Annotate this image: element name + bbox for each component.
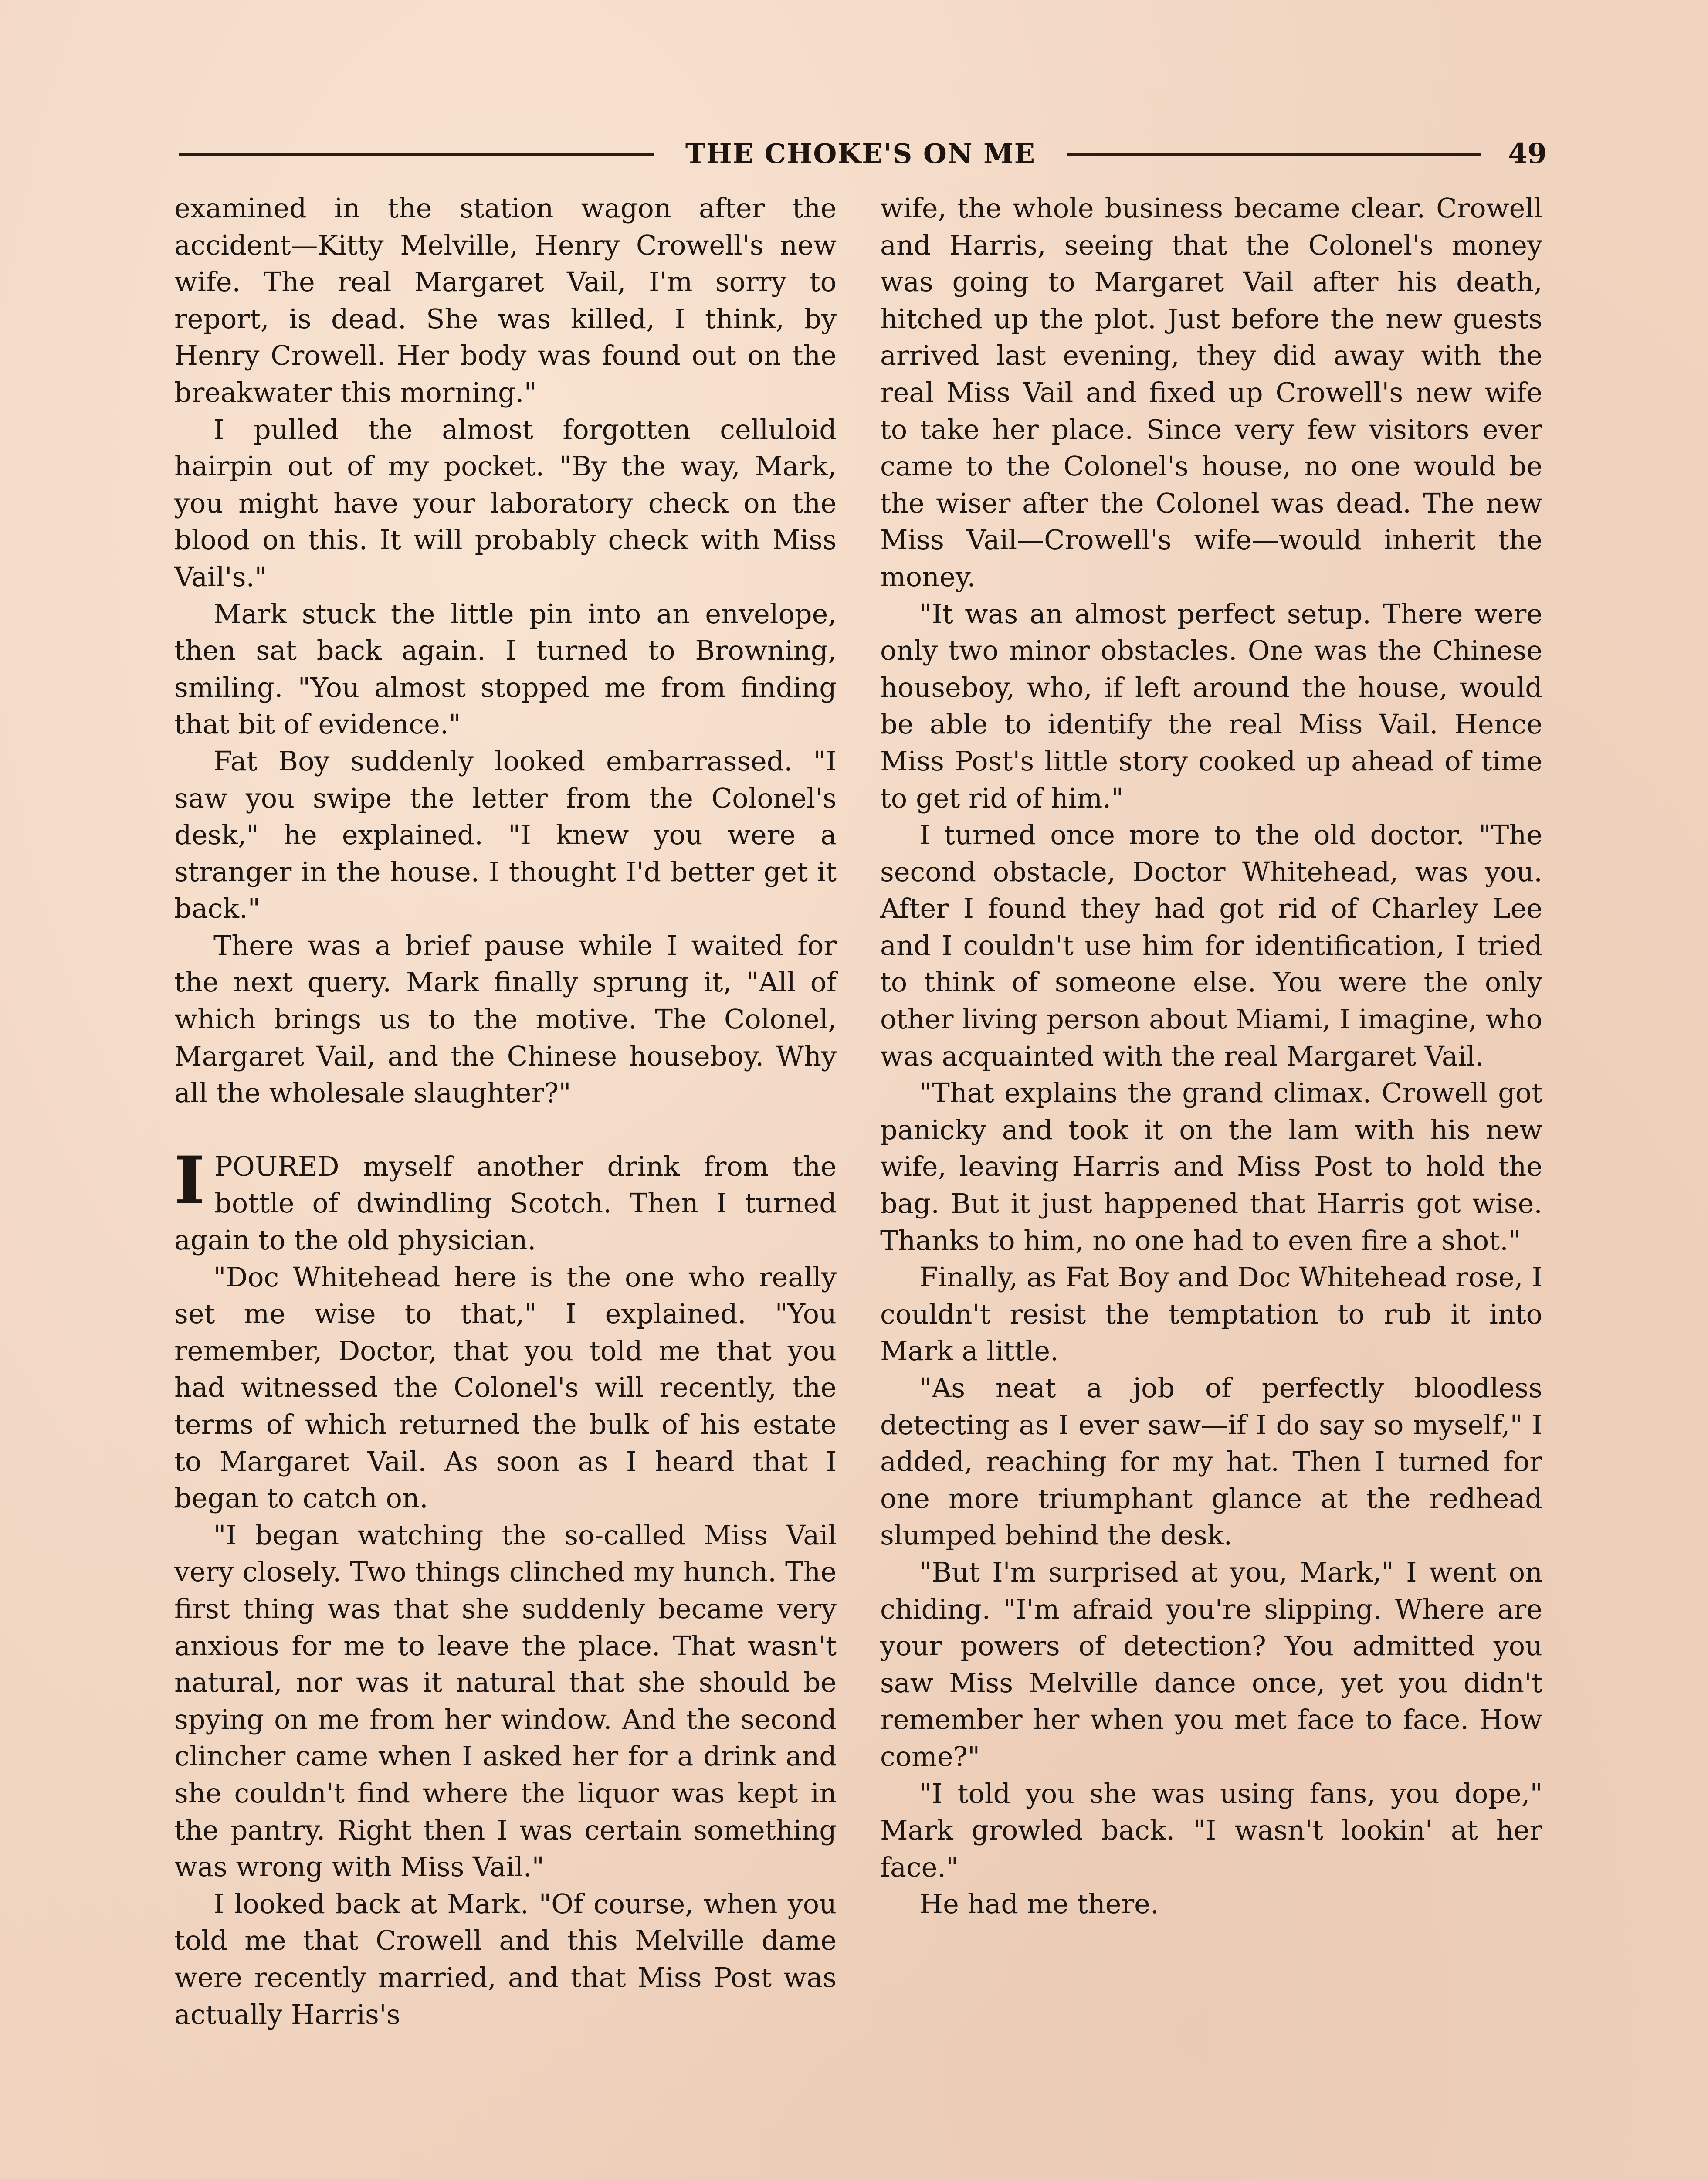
paragraph: wife, the whole business became clear. Crowell and Harris, seeing that the Colonel's money was going to Margaret Vail after his death, hitched up the plot. Just before the new guests arrived last evening, they did away with the real Miss Vail and fixed up Crowell's new wife to take her place. Since very few visitors ever came to the Colonel's house, no one would be the wiser after the Colonel was dead. The new Miss Vail—Crowell's wife—would inherit the money. [880, 192, 1542, 593]
paragraph: "Doc Whitehead here is the one who really set me wise to that," I explained. "You remember, Doctor, that you told me that you had witnessed the Colonel's will recently, the terms of which returned the bulk of his estate to Margaret Vail. As soon as I heard that I began to catch on. [174, 1261, 837, 1514]
running-title: THE CHOKE'S ON ME [685, 138, 1036, 170]
header-rule-left [179, 153, 654, 156]
paragraph: "That explains the grand climax. Crowell got panicky and took it on the lam with his new wife, leaving Harris and Miss Post to hold the bag. But it just happened that Harris got wise. Thanks to him, no one had to even fire a shot." [880, 1077, 1542, 1256]
paragraph: "As neat a job of perfectly bloodless detecting as I ever saw—if I do say so myself," I added, reaching for my hat. Then I turned for one more triumphant glance at the redhead slumped behind the desk. [880, 1372, 1542, 1551]
drop-cap-paragraph-text: POURED myself another drink from the bottle of dwindling Scotch. Then I turned again to the old physician. [174, 1150, 837, 1256]
paragraph: examined in the station wagon after the accident—Kitty Melville, Henry Crowell's new wife. The real Margaret Vail, I'm sorry to report, is dead. She was killed, I think, by Henry Crowell. Her body was found out on the breakwater this morning." [174, 192, 837, 408]
paragraph: I looked back at Mark. "Of course, when you told me that Crowell and this Melville dame were recently married, and that Miss Post was actually Harris's [174, 1887, 837, 2030]
paragraph: Mark stuck the little pin into an envelope, then sat back again. I turned to Browning, smiling. "You almost stopped me from finding that bit of evidence." [174, 597, 837, 740]
paragraph: "I began watching the so-called Miss Vail very closely. Two things clinched my hunch. The first thing was that she suddenly became very anxious for me to leave the place. That wasn't natural, nor was it natural that she should be spying on me from her window. And the second clincher came when I asked her for a drink and she couldn't find where the liquor was kept in the pantry. Right then I was certain something was wrong with Miss Vail." [174, 1519, 837, 1883]
paragraph: "I told you she was using fans, you dope," Mark growled back. "I wasn't lookin' at her face." [880, 1777, 1542, 1883]
paragraph: "But I'm surprised at you, Mark," I went on chiding. "I'm afraid you're slipping. Where are your powers of detection? You admitted you saw Miss Melville dance once, yet you didn't remember her when you met face to face. How come?" [880, 1556, 1542, 1772]
paragraph: "It was an almost perfect setup. There were only two minor obstacles. One was the Chinese houseboy, who, if left around the house, would be able to identify the real Miss Vail. Hence Miss Post's little story cooked up ahead of time to get rid of him." [880, 597, 1542, 814]
paragraph: Fat Boy suddenly looked embarrassed. "I saw you swipe the letter from the Colonel's desk," he explained. "I knew you were a stranger in the house. I thought I'd better get it back." [174, 745, 837, 925]
paragraph: I pulled the almost forgotten celluloid hairpin out of my pocket. "By the way, Mark, you might have your laboratory check on the blood on this. It will probably check with Miss Vail's." [174, 413, 837, 593]
left-column [174, 190, 837, 2033]
page-number: 49 [1508, 137, 1547, 170]
drop-cap: I [174, 1142, 205, 1219]
drop-cap-paragraph [174, 1142, 837, 1259]
paragraph: Finally, as Fat Boy and Doc Whitehead rose, I couldn't resist the temptation to rub it into Mark a little. [880, 1261, 1542, 1367]
paragraph: There was a brief pause while I waited for the next query. Mark finally sprung it, "All of which brings us to the motive. The Colonel, Margaret Vail, and the Chinese houseboy. Why all the wholesale slaughter?" [174, 929, 837, 1109]
header-rule-right [1068, 153, 1481, 156]
paragraph: I turned once more to the old doctor. "The second obstacle, Doctor Whitehead, was you. After I found they had got rid of Charley Lee and I couldn't use him for identification, I tried to think of someone else. You were the only other living person about Miami, I imagine, who was acquainted with the real Margaret Vail. [880, 819, 1542, 1072]
paragraph: He had me there. [919, 1888, 1159, 1920]
right-column [880, 190, 1542, 1923]
running-header [179, 139, 1547, 169]
